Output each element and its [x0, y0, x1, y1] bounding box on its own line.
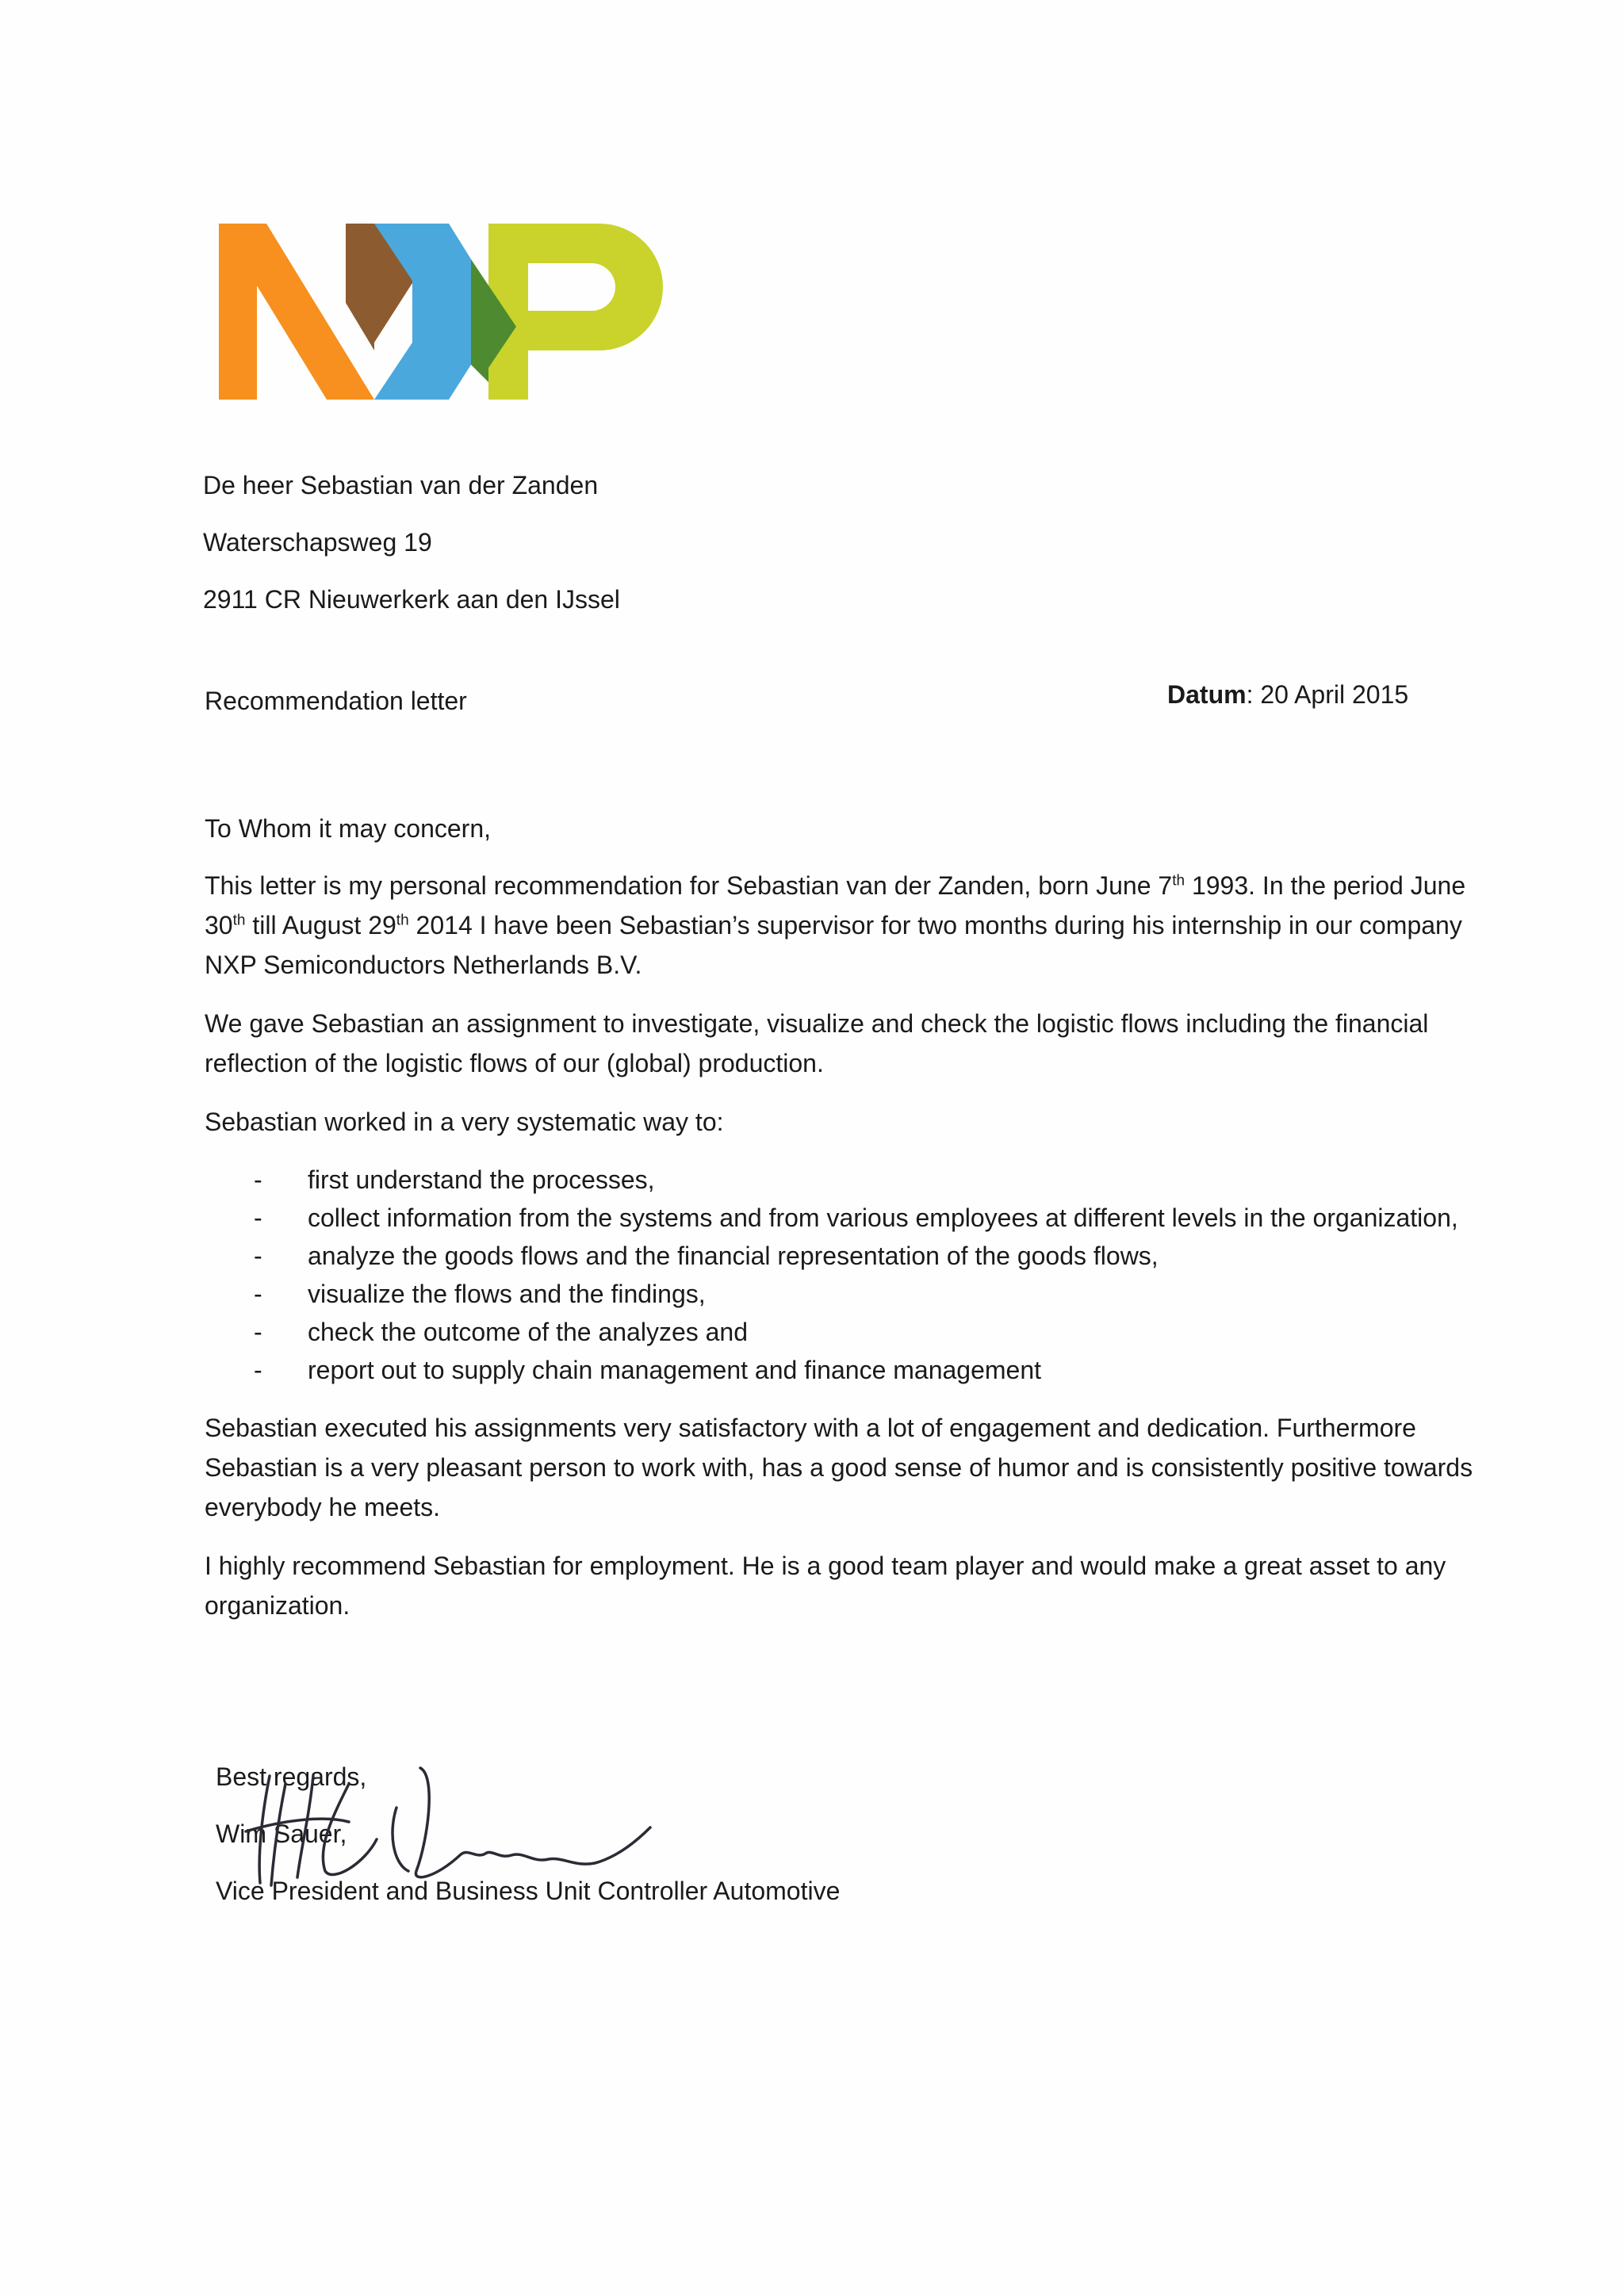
logo-x-green [471, 259, 488, 382]
list-item: - visualize the flows and the findings, [205, 1275, 1473, 1313]
letter-body [205, 809, 1473, 1644]
list-item: - first understand the processes, [205, 1161, 1473, 1199]
paragraph-assignment: We gave Sebastian an assignment to investigate, visualize and check the logistic flows including the financial reflection of the logistic flows of our (global) production. [205, 1009, 1429, 1077]
salutation: To Whom it may concern, [205, 814, 491, 843]
recipient-name: De heer Sebastian van der Zanden [203, 471, 599, 499]
p1-part-d: 2014 I have been Sebastian’s supervisor for two months during his internship in our company NXP Semiconductors Netherlands B.V. [205, 911, 1462, 979]
letter-date [1167, 680, 1408, 710]
list-item: - check the outcome of the analyzes and [205, 1313, 1473, 1351]
list-item: - collect information from the systems and from various employees at different levels in the organization, [205, 1199, 1473, 1237]
logo-x-blue-b [412, 224, 471, 400]
p1-sup-3: th [396, 912, 409, 929]
signer-title: Vice President and Business Unit Controller Automotive [216, 1877, 841, 1905]
date-label: Datum [1167, 680, 1247, 709]
p1-sup-2: th [232, 912, 246, 929]
p1-part-b: 1993. In the period June 30 [205, 871, 1466, 939]
list-item: - analyze the goods flows and the financial representation of the goods flows, [205, 1237, 1473, 1275]
p1-sup-1: th [1172, 872, 1185, 890]
list-item: - report out to supply chain management and finance management [205, 1351, 1473, 1389]
p1-part-c: till August 29 [245, 911, 396, 939]
paragraph-method: Sebastian worked in a very systematic way to: [205, 1108, 724, 1136]
task-list [205, 1161, 1473, 1389]
paragraph-intro [205, 866, 1473, 985]
letter-closing [216, 1748, 840, 1919]
recipient-city: 2911 CR Nieuwerkerk aan den IJssel [203, 585, 620, 614]
nxp-logo [219, 224, 695, 400]
paragraph-recommendation: I highly recommend Sebastian for employment. He is a good team player and would make a great asset to any organization. [205, 1552, 1446, 1620]
date-value: : 20 April 2015 [1246, 680, 1409, 709]
signer-name: Wim Sauer, [216, 1820, 347, 1848]
p1-part-a: This letter is my personal recommendation for Sebastian van der Zanden, born June 7 [205, 871, 1173, 900]
letter-subject: Recommendation letter [205, 687, 467, 715]
recipient-street: Waterschapsweg 19 [203, 528, 432, 557]
recipient-address [203, 457, 620, 628]
logo-n-right [346, 224, 374, 350]
closing-greeting: Best regards, [216, 1762, 367, 1791]
paragraph-evaluation: Sebastian executed his assignments very satisfactory with a lot of engagement and dedication. Furthermore Sebastian is a very pleasant person to work with, has a good sense of humor and is consistently positive towards everybody he meets. [205, 1414, 1473, 1521]
